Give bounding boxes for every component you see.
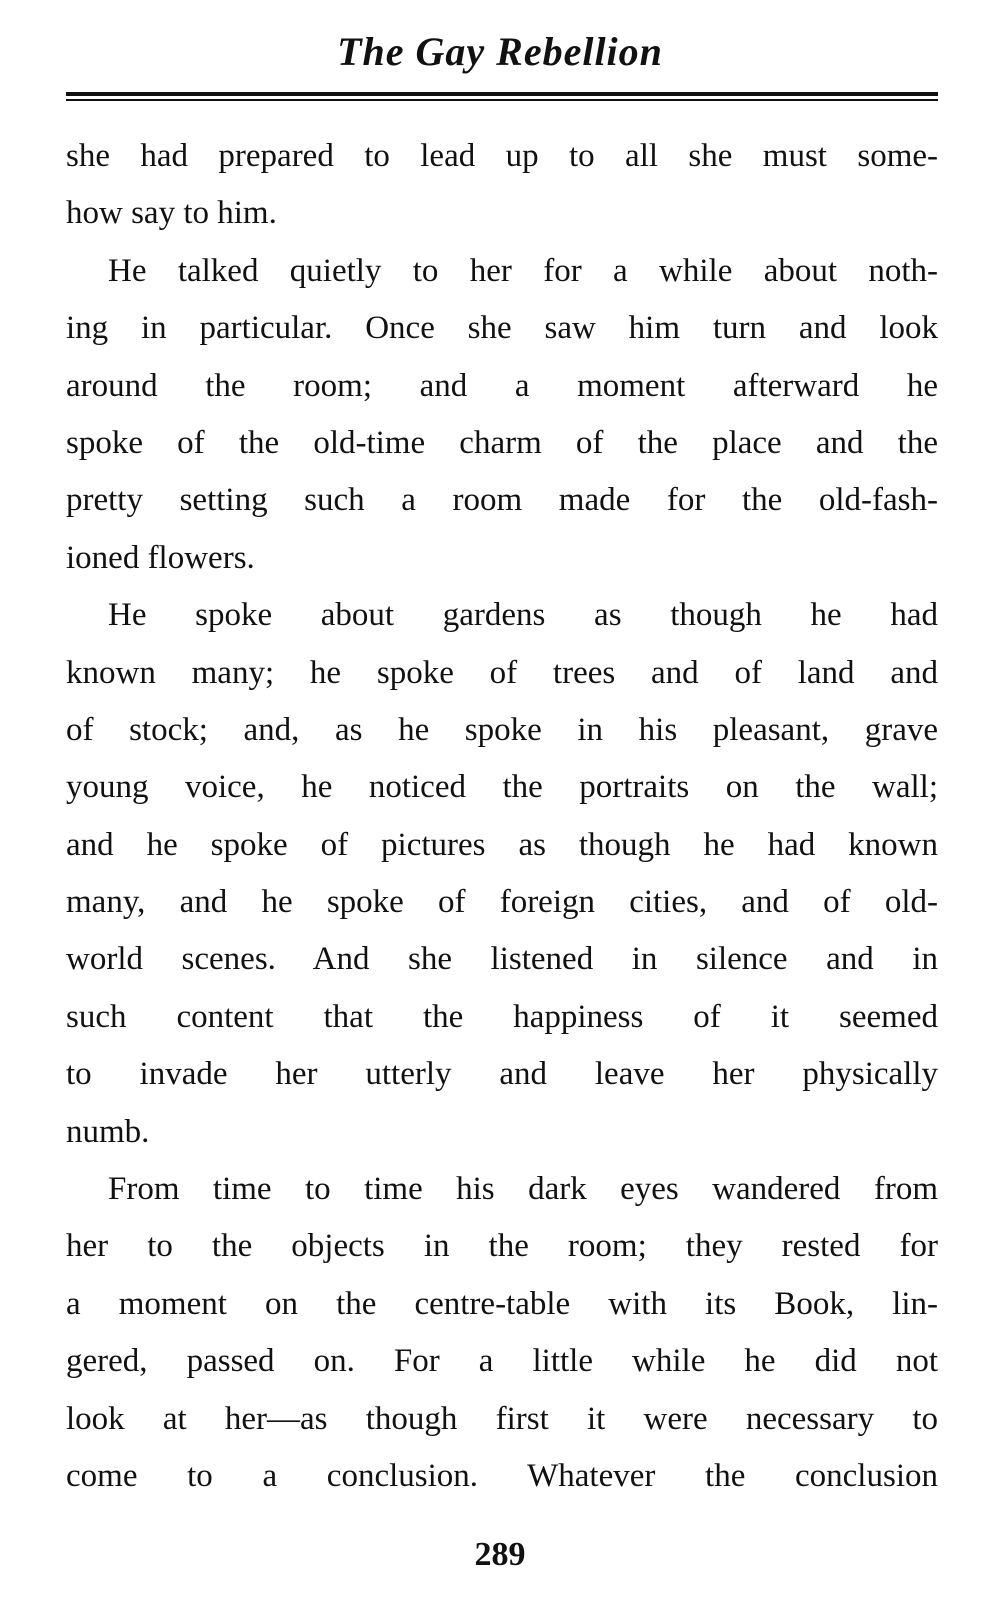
body-text xyxy=(66,128,938,1505)
text-line: around the room; and a moment afterward he xyxy=(66,367,938,404)
text-line: ing in particular. Once she saw him turn and look xyxy=(66,310,938,347)
page-number: 289 xyxy=(474,1536,526,1573)
text-line: From time to time his dark eyes wandered from xyxy=(108,1171,938,1208)
text-line: young voice, he noticed the portraits on the wall; xyxy=(66,769,938,806)
text-line: to invade her utterly and leave her physically xyxy=(66,1056,938,1093)
text-line: come to a conclusion. Whatever the conclusion xyxy=(66,1457,938,1494)
text-line: a moment on the centre-table with its Book, lin- xyxy=(66,1285,938,1322)
text-line: of stock; and, as he spoke in his pleasant, grave xyxy=(66,711,938,748)
header-rule-thin xyxy=(66,99,938,101)
text-line: He spoke about gardens as though he had xyxy=(108,597,938,634)
text-line: her to the objects in the room; they rested for xyxy=(66,1228,938,1265)
text-line: pretty setting such a room made for the old-fash- xyxy=(66,482,938,519)
text-line: spoke of the old-time charm of the place and the xyxy=(66,424,938,461)
header-rule-thick xyxy=(66,92,938,96)
text-line: such content that the happiness of it seemed xyxy=(66,998,938,1035)
text-line: look at her—as though first it were necessary to xyxy=(66,1400,938,1437)
text-line: He talked quietly to her for a while about noth- xyxy=(108,252,938,289)
text-line: numb. xyxy=(66,1113,150,1150)
text-line: and he spoke of pictures as though he had known xyxy=(66,826,938,863)
text-line: gered, passed on. For a little while he did not xyxy=(66,1343,938,1380)
text-line: she had prepared to lead up to all she must some- xyxy=(66,138,938,174)
text-line: how say to him. xyxy=(66,195,277,232)
text-line: ioned flowers. xyxy=(66,539,255,576)
running-title: The Gay Rebellion xyxy=(337,29,663,74)
text-line: many, and he spoke of foreign cities, and of old- xyxy=(66,884,938,921)
text-line: known many; he spoke of trees and of land and xyxy=(66,654,938,691)
text-line: world scenes. And she listened in silence and in xyxy=(66,941,938,978)
